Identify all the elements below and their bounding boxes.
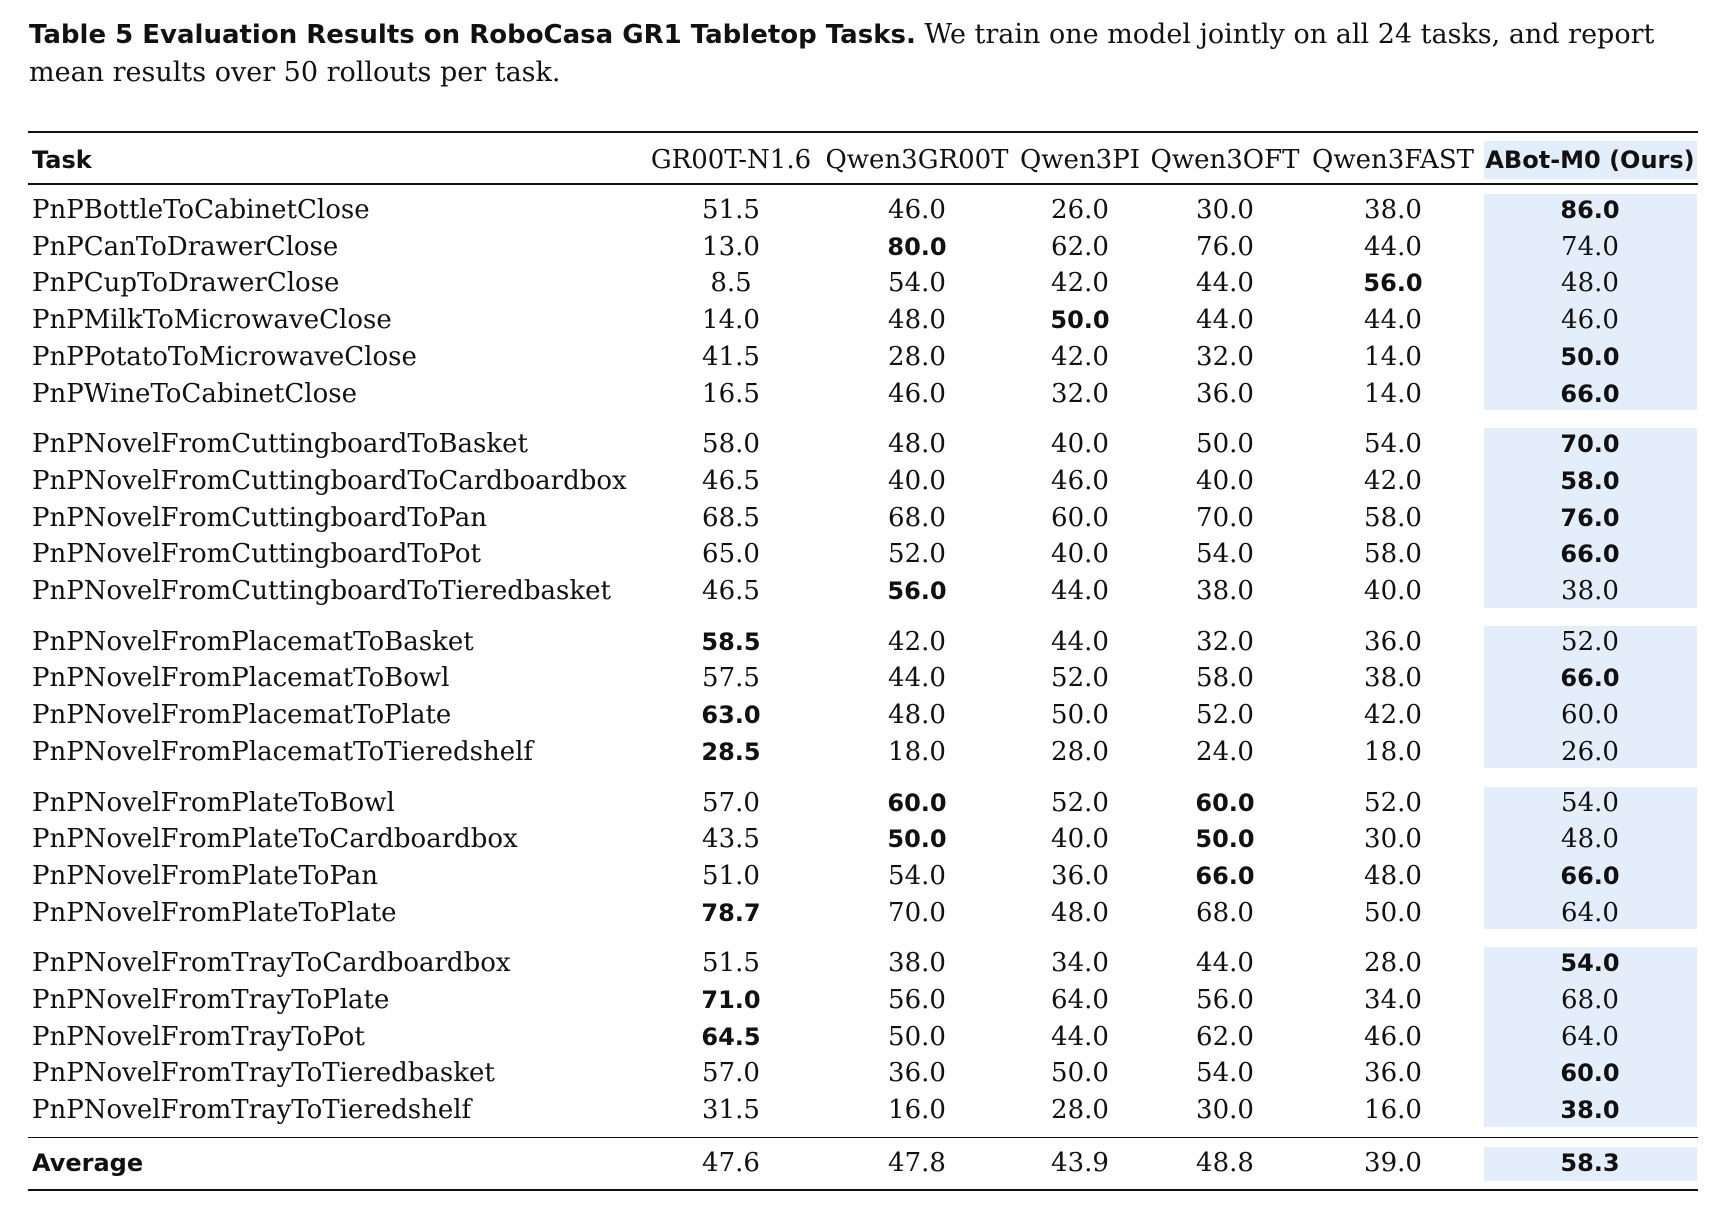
- cell-qwen3fast: 30.0: [1364, 824, 1422, 855]
- cell-qwen3oft: 60.0: [1195, 788, 1255, 817]
- cell-gr00t-n16: 65.0: [702, 539, 760, 570]
- cell-qwen3fast: 52.0: [1364, 787, 1422, 818]
- cell-qwen3pi: 36.0: [1051, 860, 1109, 891]
- task-name: PnPNovelFromPlateToPlate: [32, 897, 397, 928]
- cell-abot-m0: 46.0: [1561, 305, 1619, 336]
- table-caption: [29, 16, 1699, 92]
- header-rule: [28, 183, 1698, 185]
- cell-qwen3fast: 58.0: [1364, 539, 1422, 570]
- cell-gr00t-n16: 58.0: [702, 429, 760, 460]
- task-name: PnPNovelFromPlateToPan: [32, 860, 378, 891]
- cell-gr00t-n16: 31.5: [702, 1095, 760, 1126]
- cell-qwen3oft: 44.0: [1196, 948, 1254, 979]
- average-qwen3pi: 43.9: [1051, 1147, 1109, 1178]
- task-name: PnPNovelFromCuttingboardToCardboardbox: [32, 465, 627, 496]
- average-gr00t-n16: 47.6: [702, 1147, 760, 1178]
- cell-qwen3pi: 64.0: [1051, 985, 1109, 1015]
- cell-gr00t-n16: 64.5: [701, 1022, 761, 1051]
- cell-qwen3fast: 42.0: [1364, 700, 1422, 731]
- cell-qwen3gr00t: 48.0: [888, 429, 946, 460]
- cell-qwen3oft: 44.0: [1196, 305, 1254, 336]
- task-name: PnPPotatoToMicrowaveClose: [32, 341, 417, 372]
- cell-gr00t-n16: 57.0: [702, 787, 760, 818]
- cell-qwen3pi: 40.0: [1051, 539, 1109, 570]
- cell-qwen3pi: 62.0: [1051, 231, 1109, 262]
- cell-gr00t-n16: 46.5: [702, 576, 760, 606]
- cell-qwen3fast: 28.0: [1364, 948, 1422, 979]
- cell-qwen3pi: 32.0: [1051, 378, 1109, 409]
- cell-qwen3oft: 54.0: [1196, 539, 1254, 570]
- cell-qwen3pi: 42.0: [1051, 341, 1109, 372]
- cell-qwen3pi: 34.0: [1051, 948, 1109, 979]
- cell-abot-m0: 38.0: [1561, 576, 1619, 606]
- cell-gr00t-n16: 14.0: [702, 305, 760, 336]
- col-header-qwen3oft: Qwen3OFT: [1150, 145, 1300, 175]
- task-name: PnPCupToDrawerClose: [32, 268, 340, 299]
- cell-abot-m0: 58.0: [1560, 466, 1620, 495]
- cell-qwen3gr00t: 70.0: [888, 897, 946, 928]
- cell-qwen3pi: 52.0: [1051, 787, 1109, 818]
- cell-qwen3gr00t: 48.0: [888, 305, 946, 336]
- cell-qwen3fast: 38.0: [1364, 663, 1422, 694]
- cell-qwen3gr00t: 44.0: [888, 663, 946, 694]
- average-qwen3gr00t: 47.8: [888, 1147, 946, 1178]
- cell-abot-m0: 38.0: [1560, 1096, 1620, 1125]
- average-abot-m0: 58.3: [1560, 1148, 1620, 1177]
- cell-qwen3gr00t: 56.0: [888, 985, 946, 1015]
- cell-gr00t-n16: 13.0: [702, 231, 760, 262]
- cell-qwen3oft: 30.0: [1196, 1095, 1254, 1126]
- cell-qwen3pi: 40.0: [1051, 824, 1109, 855]
- table-top-rule: [28, 131, 1698, 133]
- cell-gr00t-n16: 78.7: [701, 898, 761, 927]
- cell-qwen3fast: 36.0: [1364, 1058, 1422, 1089]
- cell-qwen3oft: 58.0: [1196, 663, 1254, 694]
- col-header-task: Task: [32, 146, 92, 174]
- cell-gr00t-n16: 43.5: [702, 824, 760, 855]
- cell-qwen3oft: 50.0: [1195, 825, 1255, 854]
- task-name: PnPNovelFromPlacematToBasket: [32, 626, 474, 657]
- cell-abot-m0: 86.0: [1560, 196, 1620, 224]
- cell-gr00t-n16: 57.5: [702, 663, 760, 694]
- cell-qwen3gr00t: 80.0: [887, 232, 947, 261]
- cell-qwen3pi: 44.0: [1051, 626, 1109, 657]
- task-name: PnPBottleToCabinetClose: [32, 195, 370, 225]
- task-name: PnPNovelFromTrayToPlate: [32, 985, 390, 1015]
- cell-qwen3gr00t: 36.0: [888, 1058, 946, 1089]
- cell-qwen3gr00t: 38.0: [888, 948, 946, 979]
- cell-qwen3oft: 38.0: [1196, 576, 1254, 606]
- cell-qwen3oft: 56.0: [1196, 985, 1254, 1015]
- task-name: PnPNovelFromTrayToCardboardbox: [32, 948, 511, 979]
- cell-abot-m0: 54.0: [1561, 787, 1619, 818]
- cell-qwen3pi: 60.0: [1051, 502, 1109, 533]
- cell-qwen3oft: 44.0: [1196, 268, 1254, 299]
- task-name: PnPNovelFromPlateToBowl: [32, 787, 395, 818]
- average-label: Average: [32, 1148, 144, 1177]
- cell-qwen3oft: 30.0: [1196, 195, 1254, 225]
- col-header-abot-m0: ABot-M0 (Ours): [1485, 146, 1695, 174]
- cell-qwen3fast: 50.0: [1364, 897, 1422, 928]
- cell-qwen3pi: 50.0: [1050, 306, 1110, 335]
- cell-abot-m0: 76.0: [1560, 503, 1620, 532]
- cell-qwen3pi: 40.0: [1051, 429, 1109, 460]
- cell-qwen3fast: 14.0: [1364, 378, 1422, 409]
- cell-abot-m0: 54.0: [1560, 949, 1620, 978]
- table-bottom-rule: [28, 1189, 1698, 1191]
- cell-gr00t-n16: 71.0: [701, 986, 761, 1014]
- cell-qwen3oft: 50.0: [1196, 429, 1254, 460]
- cell-qwen3gr00t: 18.0: [888, 736, 946, 767]
- cell-qwen3oft: 40.0: [1196, 465, 1254, 496]
- task-name: PnPCanToDrawerClose: [32, 231, 339, 262]
- cell-abot-m0: 66.0: [1560, 540, 1620, 569]
- cell-gr00t-n16: 16.5: [702, 378, 760, 409]
- task-name: PnPMilkToMicrowaveClose: [32, 305, 392, 336]
- cell-qwen3oft: 70.0: [1196, 502, 1254, 533]
- cell-qwen3oft: 66.0: [1195, 861, 1255, 890]
- task-name: PnPNovelFromTrayToPot: [32, 1021, 365, 1052]
- cell-abot-m0: 70.0: [1560, 430, 1620, 459]
- cell-qwen3gr00t: 60.0: [887, 788, 947, 817]
- cell-qwen3gr00t: 48.0: [888, 700, 946, 731]
- cell-qwen3gr00t: 52.0: [888, 539, 946, 570]
- cell-abot-m0: 50.0: [1560, 342, 1620, 371]
- cell-abot-m0: 66.0: [1560, 379, 1620, 408]
- cell-gr00t-n16: 46.5: [702, 465, 760, 496]
- cell-gr00t-n16: 51.5: [702, 195, 760, 225]
- cell-gr00t-n16: 58.5: [701, 627, 761, 656]
- cell-qwen3gr00t: 16.0: [888, 1095, 946, 1126]
- cell-gr00t-n16: 51.0: [702, 860, 760, 891]
- cell-qwen3oft: 62.0: [1196, 1021, 1254, 1052]
- cell-qwen3pi: 48.0: [1051, 897, 1109, 928]
- cell-qwen3pi: 44.0: [1051, 1021, 1109, 1052]
- cell-qwen3gr00t: 50.0: [888, 1021, 946, 1052]
- cell-qwen3gr00t: 68.0: [888, 502, 946, 533]
- task-name: PnPNovelFromTrayToTieredbasket: [32, 1058, 495, 1089]
- cell-qwen3pi: 44.0: [1051, 576, 1109, 606]
- task-name: PnPNovelFromCuttingboardToTieredbasket: [32, 576, 611, 606]
- cell-qwen3fast: 54.0: [1364, 429, 1422, 460]
- cell-gr00t-n16: 41.5: [702, 341, 760, 372]
- cell-qwen3gr00t: 54.0: [888, 860, 946, 891]
- cell-gr00t-n16: 68.5: [702, 502, 760, 533]
- cell-qwen3pi: 50.0: [1051, 700, 1109, 731]
- cell-gr00t-n16: 51.5: [702, 948, 760, 979]
- cell-qwen3pi: 52.0: [1051, 663, 1109, 694]
- cell-qwen3gr00t: 42.0: [888, 626, 946, 657]
- cell-abot-m0: 64.0: [1561, 897, 1619, 928]
- cell-qwen3gr00t: 28.0: [888, 341, 946, 372]
- task-name: PnPNovelFromPlacematToBowl: [32, 663, 450, 694]
- cell-abot-m0: 68.0: [1561, 985, 1619, 1015]
- cell-abot-m0: 48.0: [1561, 268, 1619, 299]
- cell-qwen3fast: 40.0: [1364, 576, 1422, 606]
- cell-qwen3pi: 28.0: [1051, 736, 1109, 767]
- cell-qwen3fast: 16.0: [1364, 1095, 1422, 1126]
- cell-qwen3fast: 44.0: [1364, 305, 1422, 336]
- col-header-gr00t-n16: GR00T-N1.6: [650, 145, 812, 175]
- task-name: PnPNovelFromPlateToCardboardbox: [32, 824, 518, 855]
- cell-qwen3fast: 58.0: [1364, 502, 1422, 533]
- cell-qwen3gr00t: 56.0: [887, 577, 947, 605]
- cell-qwen3gr00t: 46.0: [888, 378, 946, 409]
- caption-label: Table 5 Evaluation Results on RoboCasa GR1 Tabletop Tasks.: [29, 20, 916, 50]
- average-qwen3oft: 48.8: [1196, 1147, 1254, 1178]
- task-name: PnPNovelFromCuttingboardToBasket: [32, 429, 528, 460]
- cell-qwen3fast: 56.0: [1363, 269, 1423, 298]
- col-header-qwen3fast: Qwen3FAST: [1312, 145, 1474, 175]
- cell-qwen3pi: 42.0: [1051, 268, 1109, 299]
- cell-abot-m0: 52.0: [1561, 626, 1619, 657]
- cell-abot-m0: 26.0: [1561, 736, 1619, 767]
- cell-qwen3oft: 36.0: [1196, 378, 1254, 409]
- cell-gr00t-n16: 28.5: [701, 737, 761, 766]
- cell-abot-m0: 66.0: [1560, 861, 1620, 890]
- cell-qwen3oft: 52.0: [1196, 700, 1254, 731]
- cell-gr00t-n16: 8.5: [710, 268, 752, 299]
- cell-qwen3oft: 32.0: [1196, 626, 1254, 657]
- cell-qwen3fast: 18.0: [1364, 736, 1422, 767]
- cell-qwen3gr00t: 54.0: [888, 268, 946, 299]
- cell-qwen3fast: 36.0: [1364, 626, 1422, 657]
- average-qwen3fast: 39.0: [1364, 1147, 1422, 1178]
- cell-abot-m0: 60.0: [1560, 1059, 1620, 1088]
- task-name: PnPNovelFromCuttingboardToPot: [32, 539, 481, 570]
- cell-qwen3oft: 24.0: [1196, 736, 1254, 767]
- cell-abot-m0: 48.0: [1561, 824, 1619, 855]
- cell-qwen3oft: 54.0: [1196, 1058, 1254, 1089]
- task-name: PnPWineToCabinetClose: [32, 378, 357, 409]
- cell-qwen3fast: 46.0: [1364, 1021, 1422, 1052]
- col-header-qwen3gr00t: Qwen3GR00T: [825, 145, 1009, 175]
- cell-qwen3pi: 50.0: [1051, 1058, 1109, 1089]
- caption-text: We train one model jointly on all 24 tasks, and report mean results over 50 rollouts per task.: [29, 19, 1655, 88]
- cell-abot-m0: 60.0: [1561, 700, 1619, 731]
- cell-qwen3pi: 28.0: [1051, 1095, 1109, 1126]
- task-name: PnPNovelFromPlacematToPlate: [32, 700, 452, 731]
- cell-qwen3fast: 42.0: [1364, 465, 1422, 496]
- cell-qwen3oft: 68.0: [1196, 897, 1254, 928]
- cell-qwen3pi: 46.0: [1051, 465, 1109, 496]
- cell-qwen3fast: 14.0: [1364, 341, 1422, 372]
- cell-qwen3oft: 76.0: [1196, 231, 1254, 262]
- task-name: PnPNovelFromCuttingboardToPan: [32, 502, 487, 533]
- average-rule: [28, 1137, 1698, 1139]
- cell-qwen3gr00t: 46.0: [888, 195, 946, 225]
- cell-qwen3pi: 26.0: [1051, 195, 1109, 225]
- col-header-qwen3pi: Qwen3PI: [1019, 145, 1140, 175]
- cell-abot-m0: 64.0: [1561, 1021, 1619, 1052]
- cell-qwen3fast: 38.0: [1364, 195, 1422, 225]
- task-name: PnPNovelFromTrayToTieredshelf: [32, 1095, 472, 1126]
- cell-abot-m0: 74.0: [1561, 231, 1619, 262]
- cell-abot-m0: 66.0: [1560, 664, 1620, 693]
- cell-qwen3gr00t: 40.0: [888, 465, 946, 496]
- task-name: PnPNovelFromPlacematToTieredshelf: [32, 736, 534, 767]
- cell-qwen3fast: 44.0: [1364, 231, 1422, 262]
- cell-qwen3fast: 34.0: [1364, 985, 1422, 1015]
- cell-qwen3fast: 48.0: [1364, 860, 1422, 891]
- cell-qwen3oft: 32.0: [1196, 341, 1254, 372]
- cell-gr00t-n16: 63.0: [701, 701, 761, 730]
- cell-qwen3gr00t: 50.0: [887, 825, 947, 854]
- cell-gr00t-n16: 57.0: [702, 1058, 760, 1089]
